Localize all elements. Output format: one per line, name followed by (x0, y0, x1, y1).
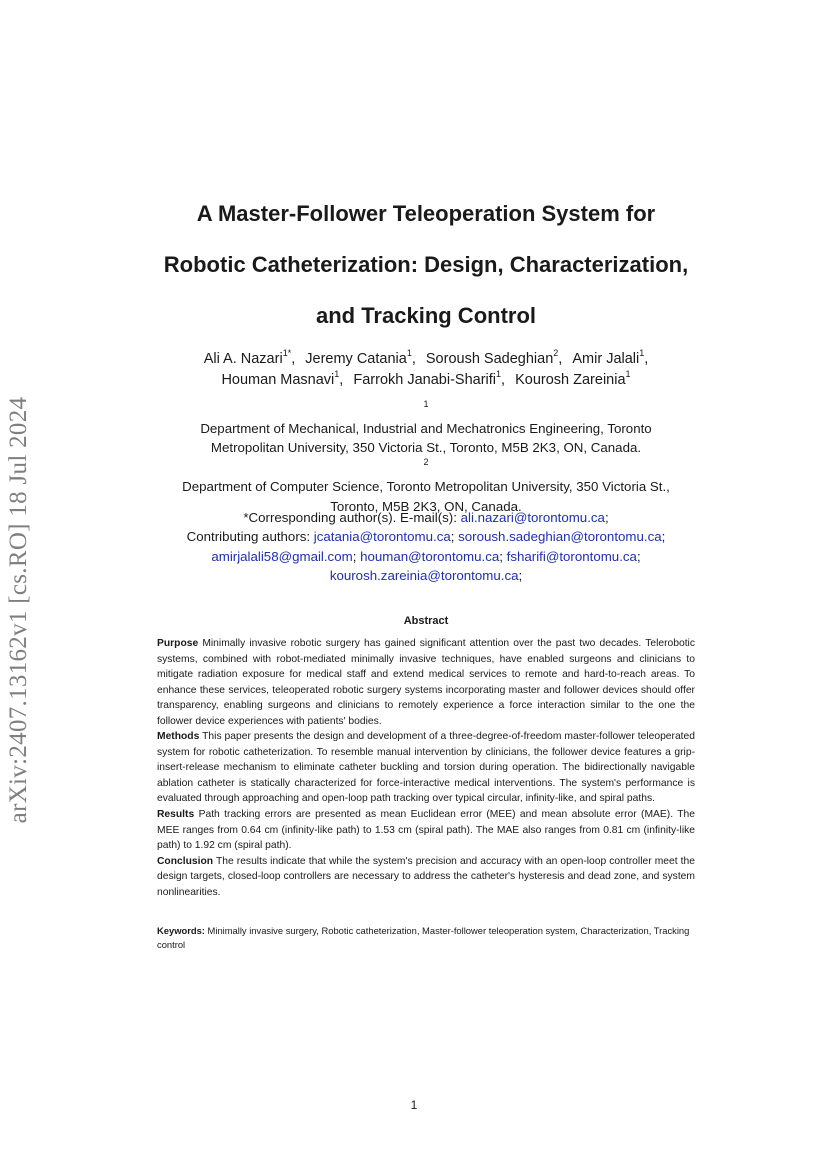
title-line: Robotic Catheterization: Design, Characterization, (163, 252, 689, 277)
email-link[interactable]: kourosh.zareinia@torontomu.ca (329, 567, 519, 583)
email-link[interactable]: fsharifi@torontomu.ca (506, 548, 637, 564)
author: Amir Jalali$^1$, (572, 348, 649, 367)
abstract-results: Results Path tracking errors are presented as mean Euclidean error (MEE) and mean absolute error (MAE). The MEE ranges from 0.64 cm (infinity-like path) to 1.53 cm (spiral path). The MAE also ranges from 0.81 cm (infinity-like path) to 1.92 cm (spiral path). (157, 809, 695, 852)
author: Jeremy Catania$^1$, (305, 348, 416, 367)
title-line: and Tracking Control (315, 303, 537, 328)
email-link[interactable]: jcatania@torontomu.ca (313, 529, 451, 545)
author: Kourosh Zareinia$^1$ (515, 369, 631, 388)
abstract-conclusion: Conclusion The results indicate that while the system's precision and accuracy with an open-loop controller meet the design targets, closed-loop controllers are necessary to address the catheter's hysteresis and dead zone, and system nonlinearities. (157, 855, 695, 898)
contact-info: *Corresponding author(s). E-mail(s): ali.nazari@torontomu.ca; Contributing authors: jcatania@torontomu.ca; soroush.sadeghian@torontomu.ca; amirjalali58@gmail.com; houman@torontomu.ca; fsharifi@torontomu.ca; kourosh.zareinia@torontomu.ca; (186, 510, 666, 583)
email-link[interactable]: soroush.sadeghian@torontomu.ca (458, 529, 662, 545)
corresponding-email-link[interactable]: ali.nazari@torontomu.ca (460, 510, 605, 525)
paper-title (120, 188, 732, 341)
abstract-heading: Abstract (403, 615, 449, 627)
email-link[interactable]: houman@torontomu.ca (360, 548, 500, 564)
affiliations: $^1$ Department of Mechanical, Industrial and Mechatronics Engineering, Toronto Metropolitan University, 350 Victoria St., Toronto, M5B 2K3, ON, Canada. $^2$ Department of Computer Science, Toronto Metropolitan University, 350 Victoria St., Toronto, M5B 2K3, ON, Canada. (150, 399, 702, 516)
author: Houman Masnavi$^1$, (221, 369, 344, 388)
page-number: 1 (410, 1098, 418, 1112)
keywords: Keywords: Minimally invasive surgery, Robotic catheterization, Master-follower teleoperation system, Characterization, Tracking control (157, 925, 690, 950)
abstract-methods: Methods This paper presents the design and development of a three-degree-of-freedom master-follower teleoperated system for robotic catheterization. To resemble manual intervention by clinicians, the follower device features a grip-insert-release mechanism to eliminate catheter buckling and torsion during operation. The bidirectionally navigable ablation catheter is statically characterized for force-interactive medical interventions. The system's performance is evaluated through approaching and open-loop path tracking over typical circular, infinity-like, and spiral paths. (157, 731, 696, 805)
affiliation-2: $^2$ Department of Computer Science, Toronto Metropolitan University, 350 Victoria St., (182, 457, 670, 494)
abstract-purpose: Purpose Minimally invasive robotic surgery has gained significant attention over the past two decades. Telerobotic systems, combined with robot-mediated minimally invasive techniques, have enabled surgeons and clinicians to mitigate radiation exposure for medical staff and extend medical services to remote and hard-to-reach areas. To enhance these services, teleoperated robotic surgery systems incorporating master and follower devices should offer transparency, enabling surgeons and clinicians to remotely experience a force interaction similar to the one the follower device experiences with patients' bodies. (157, 638, 695, 727)
abstract-body (157, 636, 695, 900)
author: Soroush Sadeghian$^2$, (425, 348, 563, 367)
title-line: A Master-Follower Teleoperation System for (196, 201, 656, 226)
author-list (120, 349, 732, 391)
email-link[interactable]: amirjalali58@gmail.com (211, 548, 353, 564)
author: Farrokh Janabi-Sharifi$^1$, (353, 369, 506, 388)
arxiv-stamp: arXiv:2407.13162v1 [cs.RO] 18 Jul 2024 (5, 396, 32, 824)
affiliation-1: $^1$ Department of Mechanical, Industrial and Mechatronics Engineering, Toronto (200, 398, 652, 436)
author: Ali A. Nazari$^{1*}$, (203, 348, 296, 367)
